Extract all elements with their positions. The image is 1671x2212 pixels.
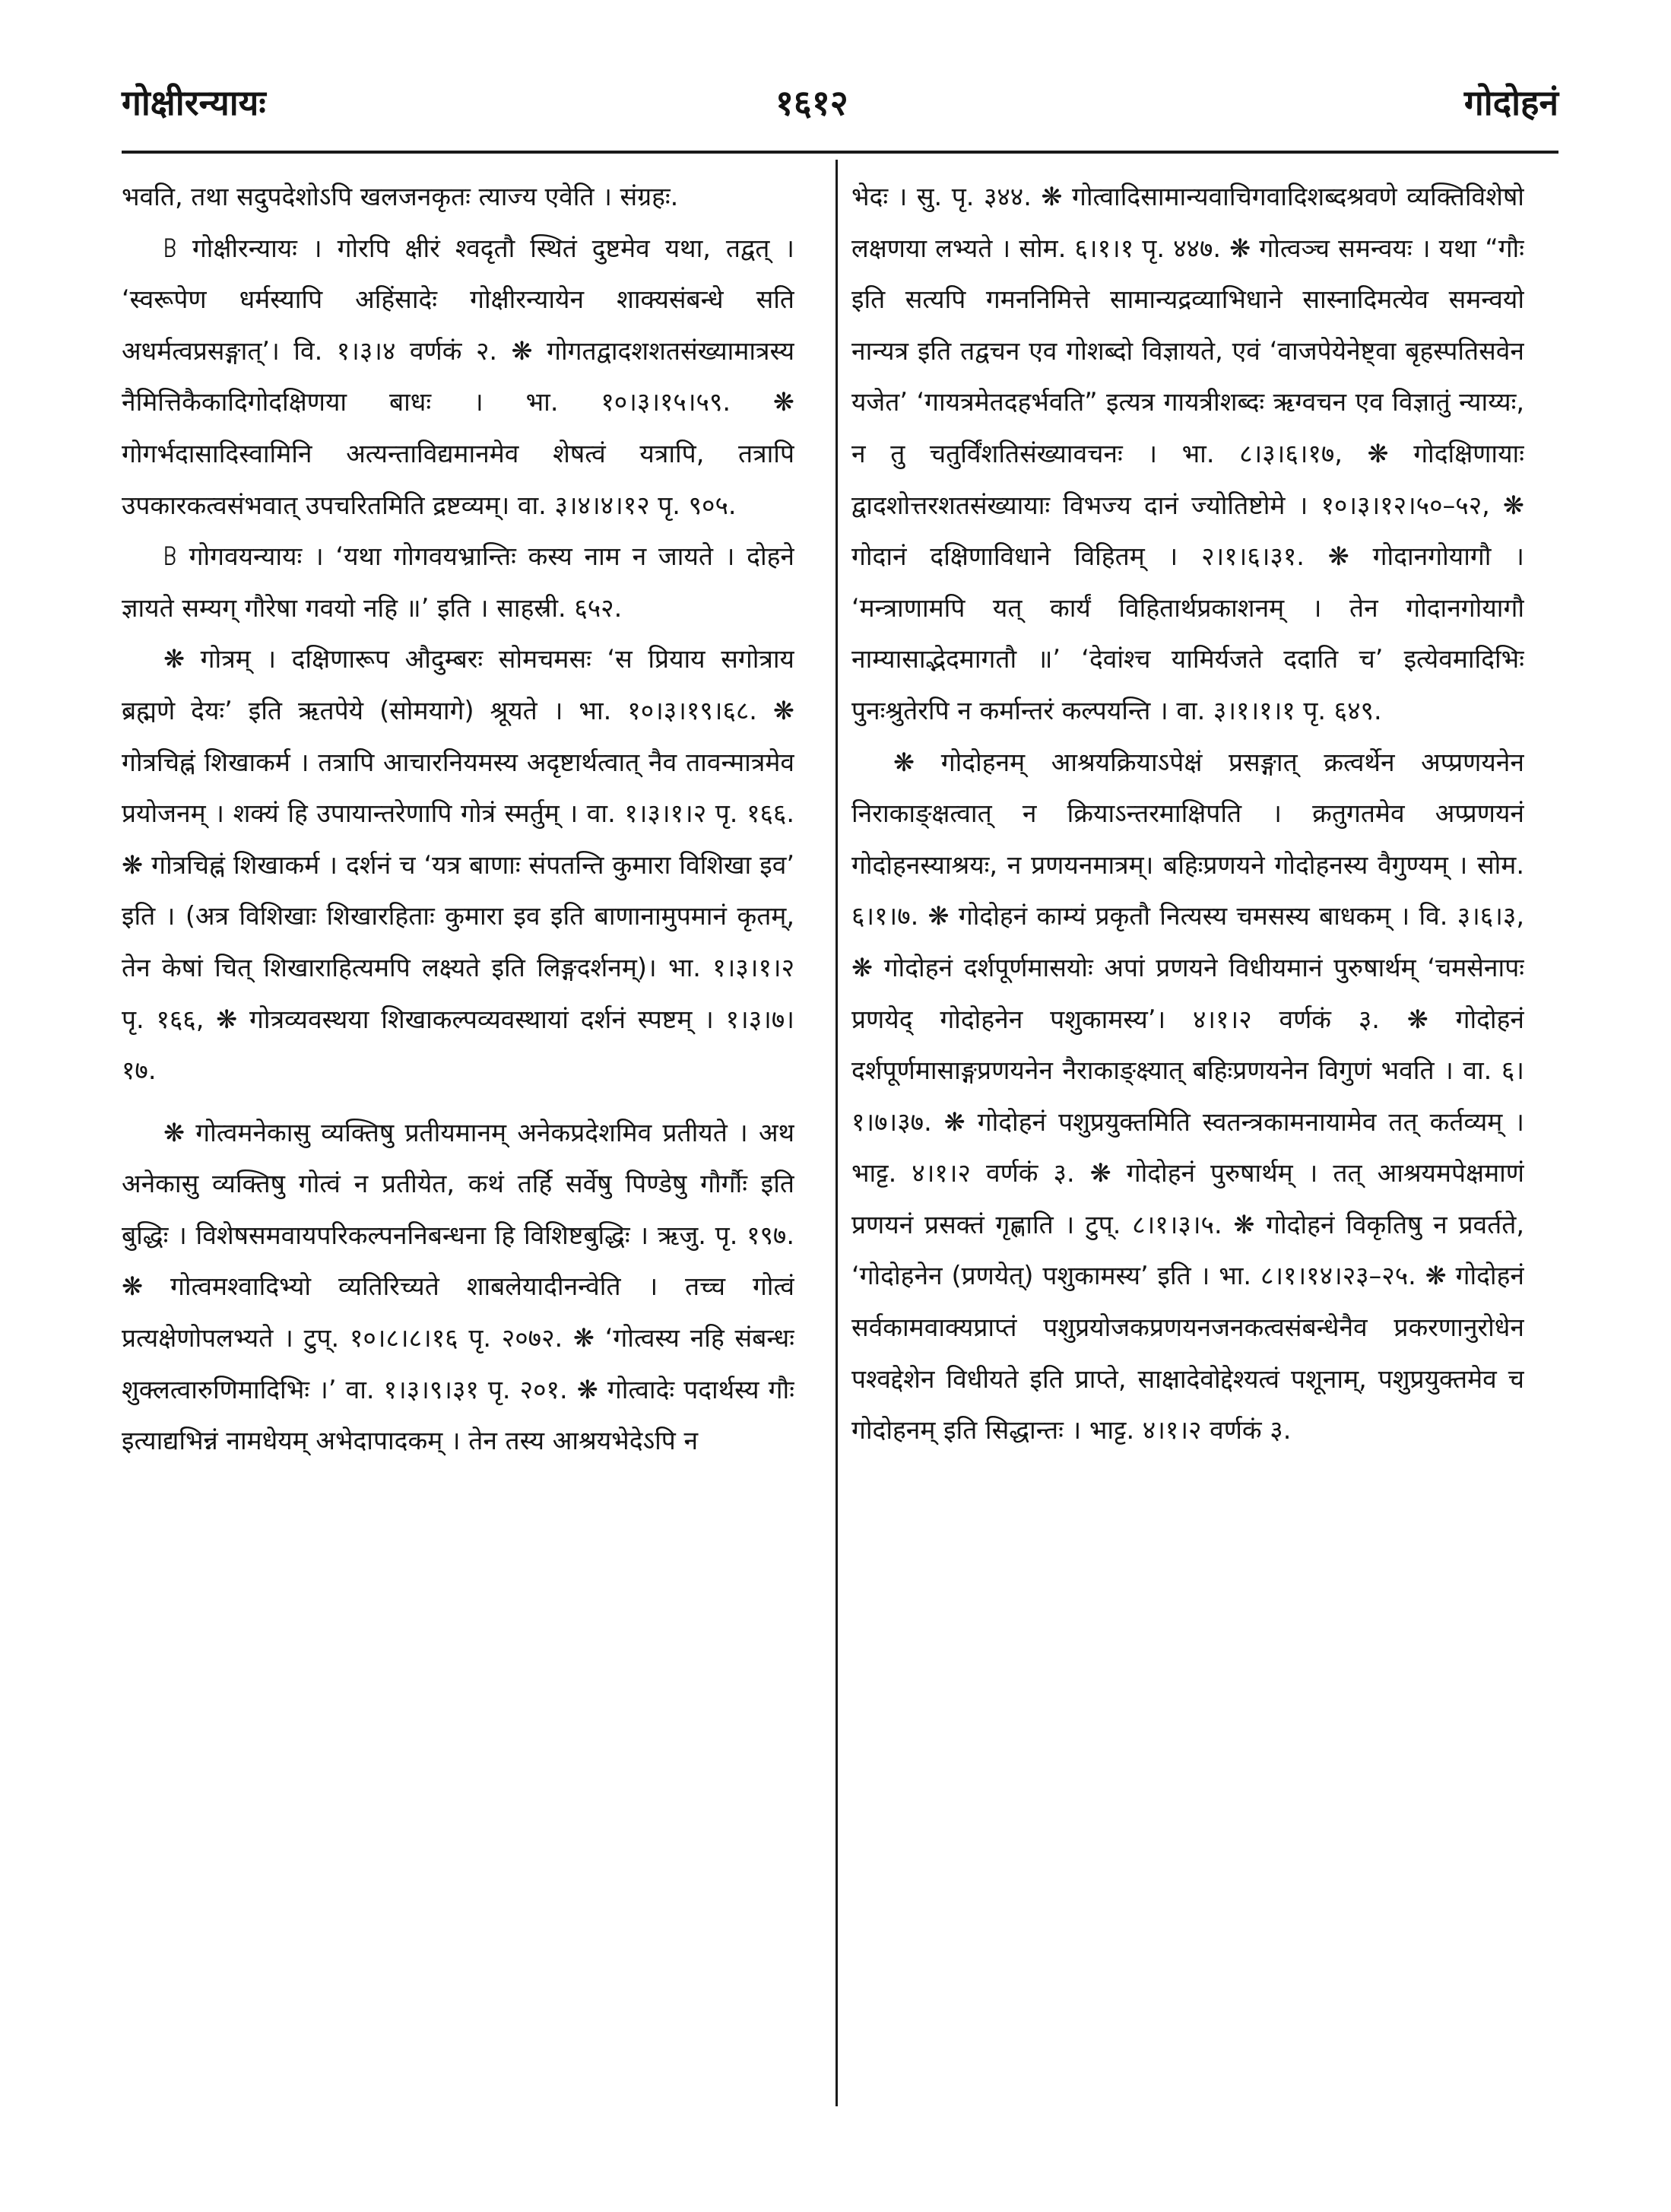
paragraph: ꕗ गोक्षीरन्यायः । गोरपि क्षीरं श्वदृतौ स्थितं दुष्टमेव यथा, तद्वत् । ‘स्वरूपेण धर्मस्यापि अहिंसादेः गोक्षीरन्यायेन शाक्यसंबन्धे सति अधर्मत्वप्रसङ्गात्’। वि. १।३।४ वर्णकं २. ❋ गोगतद्वादशशतसंख्यामात्रस्य नैमित्तिकैकादिगोदक्षिणया बाधः । भा. १०।३।१५।५९. ❋ गोगर्भदासादिस्वामिनि अत्यन्ताविद्यमानमेव शेषत्वं यत्रापि, तत्रापि उपकारकत्वसंभवात् उपचरितमिति द्रष्टव्यम्। वा. ३।४।४।१२ पृ. ९०५. (122, 233, 794, 520)
paragraph: भवति, तथा सदुपदेशोऽपि खलजनकृतः त्याज्य एवेति । संग्रहः. (122, 182, 679, 211)
left-column (122, 171, 794, 2103)
header-right-headword: गोदोहनं (1463, 82, 1558, 123)
paragraph: ❋ गोदोहनम् आश्रयक्रियाऽपेक्षं प्रसङ्गात् क्रत्वर्थेन अप्प्रणयनेन निराकाङ्क्षत्वात् न क्रियाऽन्तरमाक्षिपति । क्रतुगतमेव अप्प्रणयनं गोदोहनस्याश्रयः, न प्रणयनमात्रम्। बहिःप्रणयने गोदोहनस्य वैगुण्यम् । सोम. ६।१।७. ❋ गोदोहनं काम्यं प्रकृतौ नित्यस्य चमसस्य बाधकम् । वि. ३।६।३, ❋ गोदोहनं दर्शपूर्णमासयोः अपां प्रणयने विधीयमानं पुरुषार्थम् ‘चमसेनापः प्रणयेद् गोदोहनेन पशुकामस्य’। ४।१।२ वर्णकं ३. ❋ गोदोहनं दर्शपूर्णमासाङ्गप्रणयनेन नैराकाङ्क्ष्यात् बहिःप्रणयनेन विगुणं भवति । वा. ६।१।७।३७. ❋ गोदोहनं पशुप्रयुक्तमिति स्वतन्त्रकामनायामेव तत् कर्तव्यम् । भाट्ट. ४।१।२ वर्णकं ३. ❋ गोदोहनं पुरुषार्थम् । तत् आश्रयमपेक्षमाणं प्रणयनं प्रसक्तं गृह्णाति । टुप्. ८।१।३।५. ❋ गोदोहनं विकृतिषु न प्रवर्तते, ‘गोदोहनेन (प्रणयेत्) पशुकामस्य’ इति । भा. ८।१।१४।२३–२५. ❋ गोदोहनं सर्वकामवाक्यप्राप्तं पशुप्रयोजकप्रणयनजनकत्वसंबन्धेनैव प्रकरणानुरोधेन पश्वद्देशेन विधीयते इति प्राप्ते, साक्षादेवोद्देश्यत्वं पशूनाम्, पशुप्रयुक्तमेव च गोदोहनम् इति सिद्धान्तः । भाट्ट. ४।१।२ वर्णकं ३. (851, 747, 1524, 1446)
header-rule (122, 151, 1558, 154)
paragraph: भेदः । सु. पृ. ३४४. ❋ गोत्वादिसामान्यवाचिगवादिशब्दश्रवणे व्यक्तिविशेषो लक्षणया लभ्यते । सोम. ६।१।१ पृ. ४४७. ❋ गोत्वञ्च समन्वयः । यथा “गौः इति सत्यपि गमननिमित्ते सामान्यद्रव्याभिधाने सास्नादिमत्येव समन्वयो नान्यत्र इति तद्वचन एव गोशब्दो विज्ञायते, एवं ‘वाजपेयेनेष्ट्वा बृहस्पतिसवेन यजेत’ ‘गायत्रमेतदहर्भवति” इत्यत्र गायत्रीशब्दः ऋग्वचन एव विज्ञातुं न्याय्यः, न तु चतुर्विंशतिसंख्यावचनः । भा. ८।३।६।१७, ❋ गोदक्षिणायाः द्वादशोत्तरशतसंख्यायाः विभज्य दानं ज्योतिष्टोमे । १०।३।१२।५०–५२, ❋ गोदानं दक्षिणाविधाने विहितम् । २।१।६।३१. ❋ गोदानगोयागौ । ‘मन्त्राणामपि यत् कार्यं विहितार्थप्रकाशनम् । तेन गोदानगोयागौ नाम्यासाद्भेदमागतौ ॥’ ‘देवांश्च यामिर्यजते ददाति च’ इत्येवमादिभिः पुनःश्रुतेरपि न कर्मान्तरं कल्पयन्ति । वा. ३।१।१।१ पृ. ६४९. (851, 182, 1524, 725)
paragraph: ❋ गोत्रम् । दक्षिणारूप औदुम्बरः सोमचमसः ‘स प्रियाय सगोत्राय ब्रह्मणे देयः’ इति ऋतपेये (सोमयागे) श्रूयते । भा. १०।३।१९।६८. ❋ गोत्रचिह्नं शिखाकर्म । तत्रापि आचारनियमस्य अदृष्टार्थत्वात् नैव तावन्मात्रमेव प्रयोजनम् । शक्यं हि उपायान्तरेणापि गोत्रं स्मर्तुम् । वा. १।३।१।२ पृ. १६६. ❋ गोत्रचिह्नं शिखाकर्म । दर्शनं च ‘यत्र बाणाः संपतन्ति कुमारा विशिखा इव’ इति । (अत्र विशिखाः शिखारहिताः कुमारा इव इति बाणानामुपमानं कृतम्, तेन केषां चित् शिखाराहित्यमपि लक्ष्यते इति लिङ्गदर्शनम्)। भा. १।३।१।२ पृ. १६६, ❋ गोत्रव्यवस्थया शिखाकल्पव्यवस्थायां दर्शनं स्पष्टम् । १।३।७।१७. (122, 644, 794, 1086)
paragraph: ❋ गोत्वमनेकासु व्यक्तिषु प्रतीयमानम् अनेकप्रदेशमिव प्रतीयते । अथ अनेकासु व्यक्तिषु गोत्वं न प्रतीयेत, कथं तर्हि सर्वेषु पिण्डेषु गौर्गौः इति बुद्धिः । विशेषसमवायपरिकल्पननिबन्धना हि विशिष्टबुद्धिः । ऋजु. पृ. १९७. ❋ गोत्वमश्वादिभ्यो व्यतिरिच्यते शाबलेयादीनन्वेति । तच्च गोत्वं प्रत्यक्षेणोपलभ्यते । टुप्. १०।८।८।१६ पृ. २०७२. ❋ ‘गोत्वस्य नहि संबन्धः शुक्लत्वारुणिमादिभिः ।’ वा. १।३।९।३१ पृ. २०१. ❋ गोत्वादेः पदार्थस्य गौः इत्याद्यभिन्नं नामधेयम् अभेदापादकम् । तेन तस्य आश्रयभेदेऽपि न (122, 1117, 794, 1456)
paragraph: ꕗ गोगवयन्यायः । ‘यथा गोगवयभ्रान्तिः कस्य नाम न जायते । दोहने ज्ञायते सम्यग् गौरेषा गवयो नहि ॥’ इति । साहस्री. ६५२. (122, 541, 794, 623)
right-column (851, 171, 1524, 2103)
column-divider (836, 160, 838, 2106)
page-number: १६१२ (775, 82, 848, 123)
header-left-headword: गोक्षीरन्यायः (122, 82, 266, 123)
page-header (122, 72, 1558, 141)
